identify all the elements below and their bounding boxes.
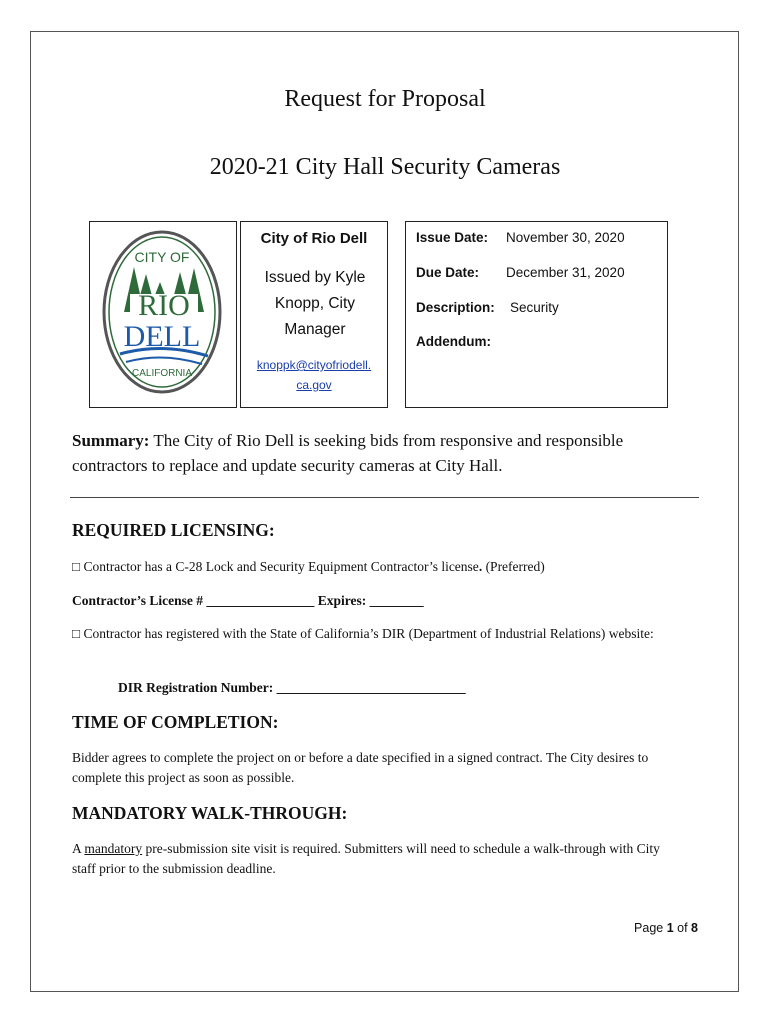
issue-date-row — [416, 230, 488, 245]
due-date-row — [416, 265, 479, 280]
addendum-row — [416, 334, 491, 349]
description-label: Description: — [416, 300, 495, 315]
email-line-1[interactable]: knoppk@cityofriodell. — [256, 358, 372, 372]
license-number-line: Contractor’s License # ________________ Expires: ________ — [72, 593, 424, 608]
logo-box — [89, 221, 237, 408]
svg-text:DELL: DELL — [123, 320, 201, 353]
due-date-label: Due Date: — [416, 265, 480, 280]
dates-box — [405, 221, 668, 408]
walkthrough-heading: MANDATORY WALK-THROUGH: — [72, 803, 348, 823]
summary-label: Summary: — [72, 431, 150, 450]
city-name: City of Rio Dell — [260, 230, 368, 247]
walkthrough-pre: A — [72, 841, 85, 856]
issue-date-label: Issue Date: — [416, 230, 489, 245]
walkthrough-mandatory: mandatory — [84, 841, 143, 856]
issue-date-value: November 30, 2020 — [506, 230, 625, 245]
issued-by: Issued by Kyle Knopp, City Manager — [264, 269, 366, 338]
description-row — [416, 300, 495, 315]
dir-checkbox-item: □ Contractor has registered with the State of California’s DIR (Department of Industrial Relations) website: — [72, 626, 654, 641]
license-item-text: □ Contractor has a C-28 Lock and Security Equipment Contractor’s license — [72, 559, 479, 574]
issuer-box — [240, 221, 388, 408]
summary-text: The City of Rio Dell is seeking bids from responsive and responsible contractors to replace and update security cameras at City Hall. — [72, 431, 624, 475]
addendum-label: Addendum: — [416, 334, 491, 349]
license-checkbox-item — [72, 557, 682, 577]
due-date-value: December 31, 2020 — [506, 265, 625, 280]
summary-paragraph — [72, 428, 682, 478]
license-item-dot: . — [478, 559, 483, 574]
horizontal-divider — [70, 497, 699, 498]
svg-text:CITY OF: CITY OF — [134, 249, 190, 265]
completion-heading: TIME OF COMPLETION: — [72, 712, 279, 732]
page-of: of — [673, 921, 692, 935]
city-seal-logo — [90, 222, 235, 406]
svg-text:CALIFORNIA: CALIFORNIA — [131, 368, 193, 379]
issuer-email-link[interactable] — [241, 355, 387, 395]
page-number — [634, 921, 698, 935]
dir-registration-line: DIR Registration Number: ____________________________ — [118, 680, 466, 695]
document-subtitle: 2020-21 City Hall Security Cameras — [209, 154, 561, 180]
walkthrough-post: pre-submission site visit is required. Submitters will need to schedule a walk-through with City staff prior to the submission deadline. — [72, 841, 660, 876]
walkthrough-text — [72, 839, 682, 879]
svg-text:RIO: RIO — [138, 289, 190, 322]
licensing-heading: REQUIRED LICENSING: — [72, 520, 275, 540]
license-item-note: (Preferred) — [482, 559, 545, 574]
page-current: 1 — [666, 921, 674, 935]
completion-text: Bidder agrees to complete the project on or before a date specified in a signed contract. The City desires to complete this project as soon as possible. — [72, 750, 649, 785]
page-word: Page — [634, 921, 667, 935]
page-total: 8 — [691, 921, 698, 935]
email-line-2[interactable]: ca.gov — [296, 378, 332, 392]
document-title: Request for Proposal — [284, 86, 486, 112]
description-value: Security — [510, 300, 559, 315]
